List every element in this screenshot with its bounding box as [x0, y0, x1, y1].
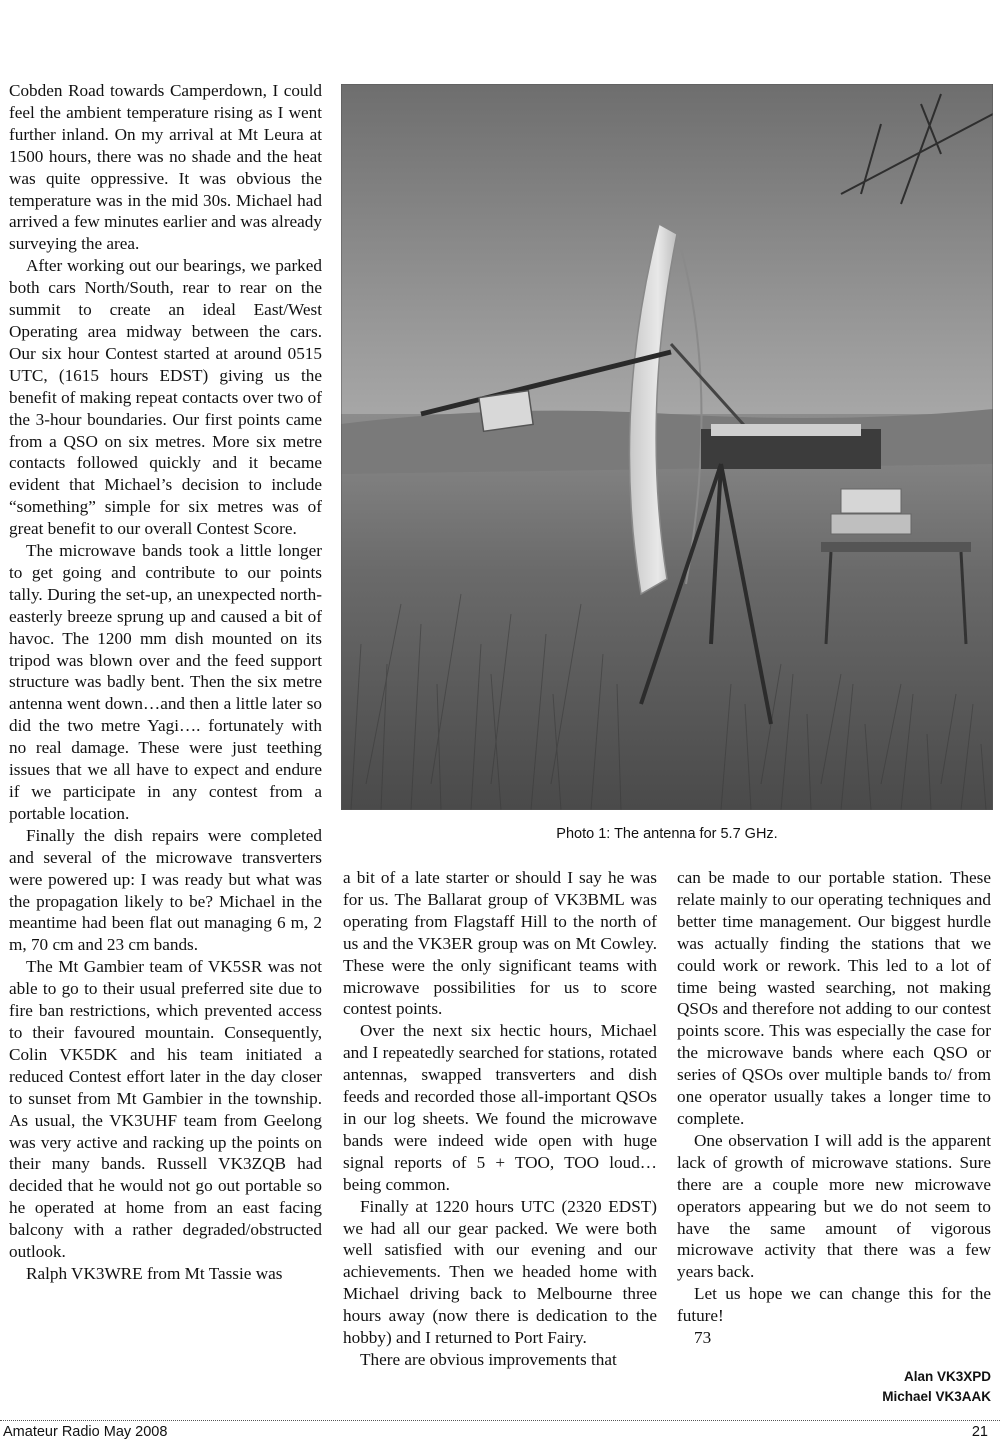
- paragraph: One observation I will add is the apparent lack of growth of microwave stations. Sure there are a couple more new microwave operators appearing but we do not seem to have the same amount of vigorous microwave activity that there was a few years back.: [677, 1130, 991, 1282]
- author-name: Alan VK3XPD: [903, 1369, 991, 1384]
- paragraph: There are obvious improvements that: [360, 1349, 617, 1369]
- footer-page-number: 21: [971, 1424, 988, 1440]
- photo-caption: Photo 1: The antenna for 5.7 GHz.: [556, 826, 778, 842]
- paragraph: Ralph VK3WRE from Mt Tassie was: [26, 1263, 283, 1283]
- paragraph: Over the next six hectic hours, Michael and I repeatedly searched for stations, rotated antennas, swapped transverters and dish feeds and recorded those all-important QSOs in our log sheets. We found the microwave bands were indeed wide open with huge signal reports of 5 + TOO, TOO loud… being common.: [343, 1021, 657, 1194]
- article-column-middle: [343, 867, 657, 1371]
- paragraph: can be made to our portable station. These relate mainly to our operating techniques and better time management. Our biggest hurdle was actually finding the stations that we could work or rework. This led to a lot of time being wasted searching, not making QSOs and therefore not adding to our contest points score. This was especially the case for the microwave bands where each QSO or series of QSOs over multiple bands to/ from one operator usually takes a longer time to complete.: [677, 868, 991, 1128]
- antenna-photo: [341, 84, 993, 810]
- article-column-right: [677, 867, 991, 1349]
- paragraph: Let us hope we can change this for the future!: [677, 1284, 991, 1326]
- footer-divider: [0, 1420, 1000, 1421]
- paragraph: a bit of a late starter or should I say he was for us. The Ballarat group of VK3BML was operating from Flagstaff Hill to the north of us and the VK3ER group was on Mt Cowley. These were the only significant teams with microwave possibilities for us to score contest points.: [343, 868, 657, 1019]
- paragraph: 73: [694, 1328, 712, 1348]
- paragraph: After working out our bearings, we parked both cars North/South, rear to rear on the summit to create an ideal East/West Operating area midway between the cars. Our six hour Contest started at around 0515 UTC, (1615 hours EDST) giving us the benefit of making repeat contacts over two of the 3-hour boundaries. Our first points came from a QSO on six metres. More six metre contacts followed quickly and it became evident that Michael’s decision to include “something” simple for six metres was of great benefit to our overall Contest Score.: [9, 256, 322, 539]
- paragraph: Cobden Road towards Camperdown, I could feel the ambient temperature rising as I went further inland. On my arrival at Mt Leura at 1500 hours, there was no shade and the heat was quite oppressive. It was obvious the temperature was in the mid 30s. Michael had arrived a few minutes earlier and was already surveying the area.: [9, 81, 322, 254]
- article-column-left: [9, 80, 322, 1285]
- author-signoff: [677, 1367, 991, 1407]
- paragraph: Finally the dish repairs were completed and several of the microwave transverters were powered up: I was ready but what was the propagation likely to be? Michael in the meantime had been flat out managing 6 m, 2 m, 70 cm and 23 cm bands.: [9, 825, 322, 955]
- paragraph: The microwave bands took a little longer to get going and contribute to our points tally. During the set-up, an unexpected north-easterly breeze sprung up and caused a bit of havoc. The 1200 mm dish mounted on its tripod was blown over and the feed support structure was badly bent. Then the six metre antenna went down…and then a little later so did the two metre Yagi…. fortunately with no real damage. These were just teething issues that we all have to expect and endure if we participate in any contest from a portable location.: [9, 541, 322, 823]
- author-name: Michael VK3AAK: [882, 1389, 991, 1404]
- paragraph: Finally at 1220 hours UTC (2320 EDST) we had all our gear packed. We were both well satisfied with our evening and our achievements. Then we headed home with Michael driving back to Melbourne three hours away (now there is dedication to the hobby) and I returned to Port Fairy.: [343, 1196, 657, 1348]
- paragraph: The Mt Gambier team of VK5SR was not able to go to their usual preferred site due to fire ban restrictions, which prevented access to their favoured mountain. Consequently, Colin VK5DK and his team initiated a reduced Contest effort later in the day closer to sunset from Mt Gambier in the township. As usual, the VK3UHF team from Geelong was very active and racking up the points on their many bands. Russell VK3ZQB had decided that he would not go out portable so he operated at home from an east facing balcony with a rather degraded/obstructed outlook.: [9, 957, 322, 1262]
- footer-publication: Amateur Radio May 2008: [3, 1424, 168, 1440]
